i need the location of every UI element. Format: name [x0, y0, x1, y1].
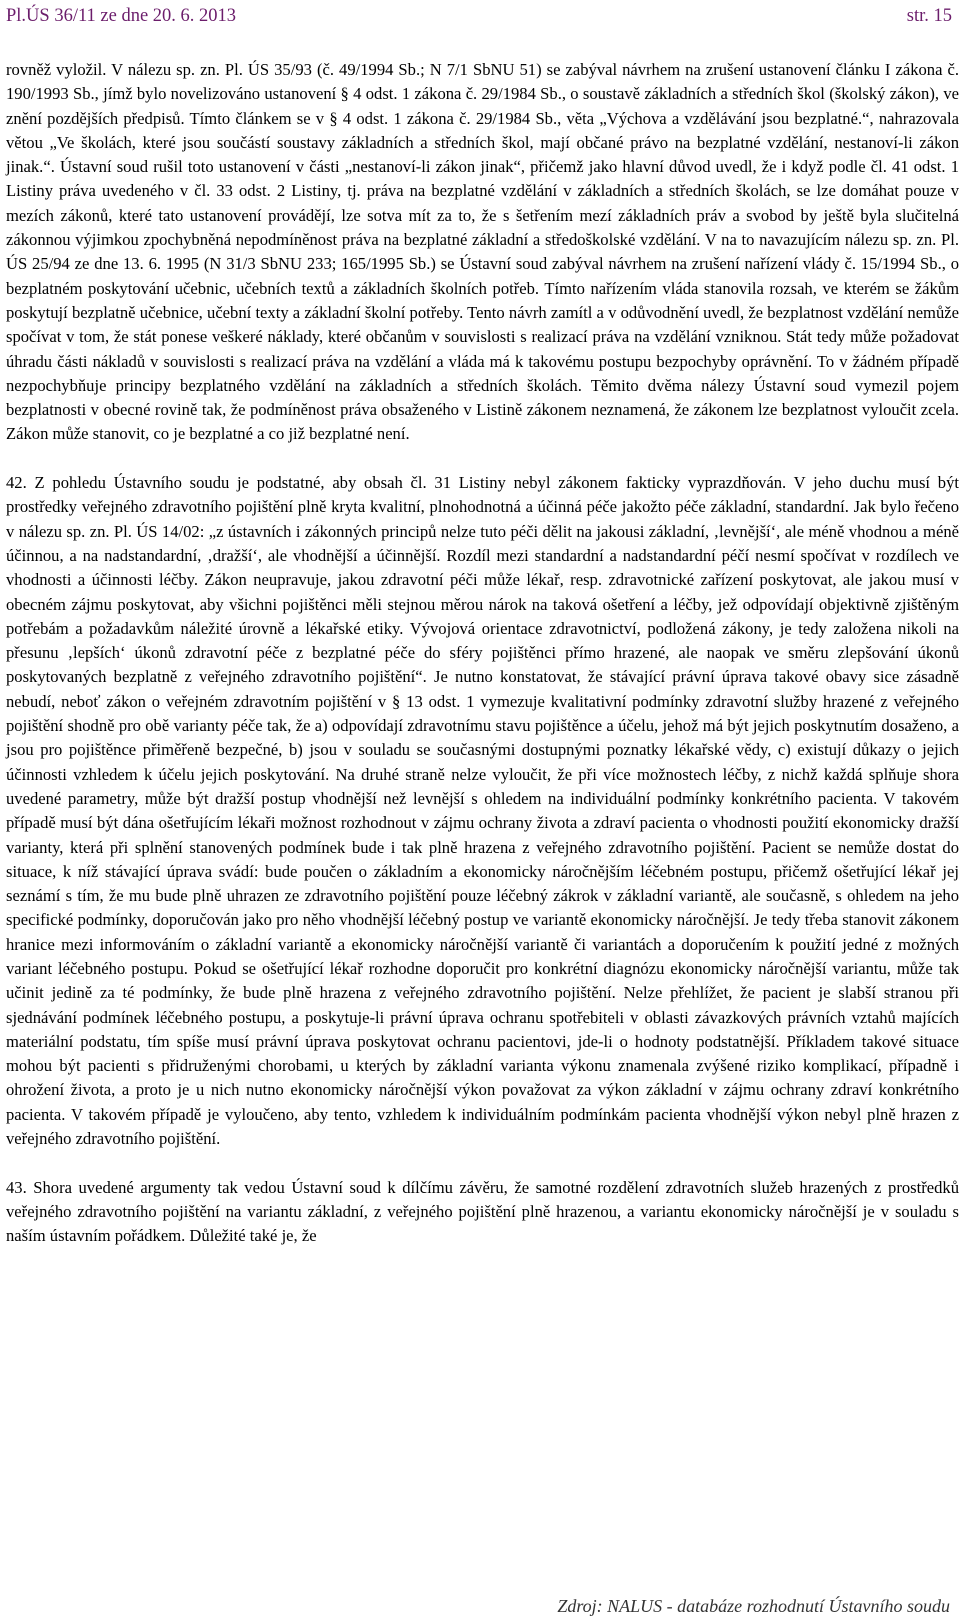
page-number: str. 15 — [906, 6, 952, 26]
case-reference: Pl.ÚS 36/11 ze dne 20. 6. 2013 — [6, 6, 237, 26]
page-header — [6, 6, 952, 28]
source-footer: Zdroj: NALUS - databáze rozhodnutí Ústavního soudu — [557, 1596, 950, 1616]
paragraph-continuation: rovněž vyložil. V nálezu sp. zn. Pl. ÚS 35/93 (č. 49/1994 Sb.; N 7/1 SbNU 51) se zabýval návrhem na zrušení ustanovení článku I zákona č. 190/1993 Sb., jímž bylo novelizováno ustanovení § 4 odst. 1 zákona č. 29/1984 Sb., o soustavě základních a středních škol (školský zákon), ve znění pozdějších předpisů. Tímto článkem se v § 4 odst. 1 zákona č. 29/1984 Sb., věta „Výchova a vzdělávání jsou bezplatné.“, nahrazovala větou „Ve školách, které jsou součástí soustavy základních a středních škol, mají občané právo na bezplatné vzdělání, nestanoví-li zákon jinak.“. Ústavní soud rušil toto ustanovení v části „nestanoví-li zákon jinak“, přičemž jako hlavní důvod uvedl, že i když podle čl. 41 odst. 1 Listiny práva uvedeného v čl. 33 odst. 2 Listiny, tj. práva na bezplatné vzdělání v základních a středních školách, se lze domáhat pouze v mezích zákonů, které tato ustanovení provádějí, lze sotva mít za to, že s šetřením mezí základních práv a svobod by ještě byla slučitelná zákonnou výjimkou zpochybněná nepodmíněnost práva na bezplatné základní a středoškolské vzdělání. V na to navazujícím nálezu sp. zn. Pl. ÚS 25/94 ze dne 13. 6. 1995 (N 31/3 SbNU 233; 165/1995 Sb.) se Ústavní soud zabýval návrhem na zrušení nařízení vlády č. 15/1994 Sb., o bezplatném poskytování učebnic, učebních textů a základních školních potřeb. Tímto nařízením vláda stanovila rozsah, ve kterém se žákům poskytují bezplatně učebnice, učební texty a základní školní potřeby. Tento návrh zamítl a v odůvodnění uvedl, že bezplatnost vzdělání nemůže spočívat v tom, že stát ponese veškeré náklady, které občanům v souvislosti s realizací práva na vzdělání vzniknou. Stát tedy může požadovat úhradu části nákladů v souvislosti s realizací práva na vzdělání a vláda má k takovému postupu bezpochyby oprávnění. To v žádném případě nezpochybňuje principy bezplatného vzdělání na základních a středních školách. Těmito dvěma nálezy Ústavní soud vymezil pojem bezplatnosti v obecné rovině tak, že podmíněnost práva obsaženého v Listině zákonem neznamená, že zákonem lze bezplatnost vyloučit zcela. Zákon může stanovit, co je bezplatné a co již bezplatné není. — [6, 60, 959, 444]
paragraph-42: 42. Z pohledu Ústavního soudu je podstatné, aby obsah čl. 31 Listiny nebyl zákonem fakticky vyprazdňován. V jeho duchu musí být prostředky veřejného zdravotního pojištění plně kryta kvalitní, plnohodnotná a účinná péče jakožto péče základní, standardní. Jak bylo řečeno v nálezu sp. zn. Pl. ÚS 14/02: „z ústavních i zákonných principů nelze tuto péči dělit na jakousi základní, ‚levnější‘, ale méně vhodnou a méně účinnou, a na nadstandardní, ‚dražší‘, ale vhodnější a účinnější. Rozdíl mezi standardní a nadstandardní péčí nesmí spočívat v rozdílech ve vhodnosti a účinnosti léčby. Zákon neupravuje, jakou zdravotní péči může lékař, resp. zdravotnické zařízení poskytovat, ale jakou musí v obecném zájmu poskytovat, aby všichni pojištěnci měli stejnou měrou nárok na taková ošetření a léčby, jež odpovídají objektivně zjištěným potřebám a požadavkům náležité úrovně a lékařské etiky. Vývojová orientace zdravotnictví, podložená zákony, je tedy založena nikoli na přesunu ‚lepších‘ úkonů zdravotní péče z bezplatné péče do sféry pojištěnci přímo hrazené, ale naopak ve směru zlepšování úkonů poskytovaných bezplatně z veřejného zdravotního pojištění“. Je nutno konstatovat, že stávající právní úprava takové obavy sice zásadně nebudí, neboť zákon o veřejném zdravotním pojištění v § 13 odst. 1 vymezuje kvalitativní podmínky zdravotní služby hrazené z veřejného pojištění shodně pro obě varianty péče tak, že a) odpovídají zdravotnímu stavu pojištěnce a účelu, jehož má být jejich poskytnutím dosaženo, a jsou pro pojištěnce přiměřeně bezpečné, b) jsou v souladu se současnými dostupnými poznatky lékařské vědy, c) existují důkazy o jejich účinnosti vzhledem k účelu jejich poskytování. Na druhé straně nelze vyloučit, že při více možnostech léčby, z nichž každá splňuje shora uvedené parametry, může být dražší postup vhodnější než levnější s ohledem na individuální podmínky konkrétního pacienta. V takovém případě musí být dána ošetřujícím lékaři možnost rozhodnout v zájmu ochrany života a zdraví pacienta o vhodnosti použití ekonomicky dražší varianty, která při splnění stanovených podmínek bude i tak plně hrazena z veřejného zdravotního pojištění. Pacient se nemůže dostat do situace, k níž stávající úprava svádí: bude poučen o základním a ekonomicky náročnějším léčebném postupu, přičemž ošetřující lékař jej seznámí s tím, že mu bude plně uhrazen ze zdravotního pojištění pouze léčebný zákrok v základní variantě, ale současně, s ohledem na jeho specifické podmínky, doporučován jako pro něho vhodnější léčebný postup ve variantě ekonomicky náročnější. Je tedy třeba stanovit zákonem hranice mezi informováním o základní variantě a ekonomicky náročnější variantě či variantách a doporučením k použití jedné z možných variant léčebného postupu. Pokud se ošetřující lékař rozhodne doporučit pro konkrétní diagnózu ekonomicky náročnější variantu, může tak učinit jedině za té podmínky, že bude plně hrazena z veřejného zdravotního pojištění. Nelze přehlížet, že pacient je slabší stranou při sjednávání podmínek léčebného postupu, a poskytuje-li právní úprava ochranu spotřebiteli v oblasti závazkových právních vztahů majících materiální podstatu, tím spíše musí právní úprava poskytovat ochranu pacientovi, jde-li o hodnoty podstatnější. Příkladem takové situace mohou být pacienti s přidruženými chorobami, u kterých by základní varianta výkonu znamenala zvýšené riziko komplikací, případně i ohrožení života, a proto je u nich nutno ekonomicky náročnější výkon považovat za výkon základní v zájmu ochrany zdraví konkrétního pacienta. V takovém případě je vyloučeno, aby tento, vzhledem k individuálním podmínkám pacienta vhodnější výkon nebyl plně hrazen z veřejného zdravotního pojištění. — [6, 473, 959, 1149]
document-body — [6, 58, 959, 1249]
paragraph-43: 43. Shora uvedené argumenty tak vedou Ústavní soud k dílčímu závěru, že samotné rozdělení zdravotních služeb hrazených z prostředků veřejného zdravotního pojištění na variantu základní, z veřejného pojištění plně hrazenou, a variantu ekonomicky náročnější je v souladu s naším ústavním pořádkem. Důležité také je, že — [6, 1177, 959, 1246]
